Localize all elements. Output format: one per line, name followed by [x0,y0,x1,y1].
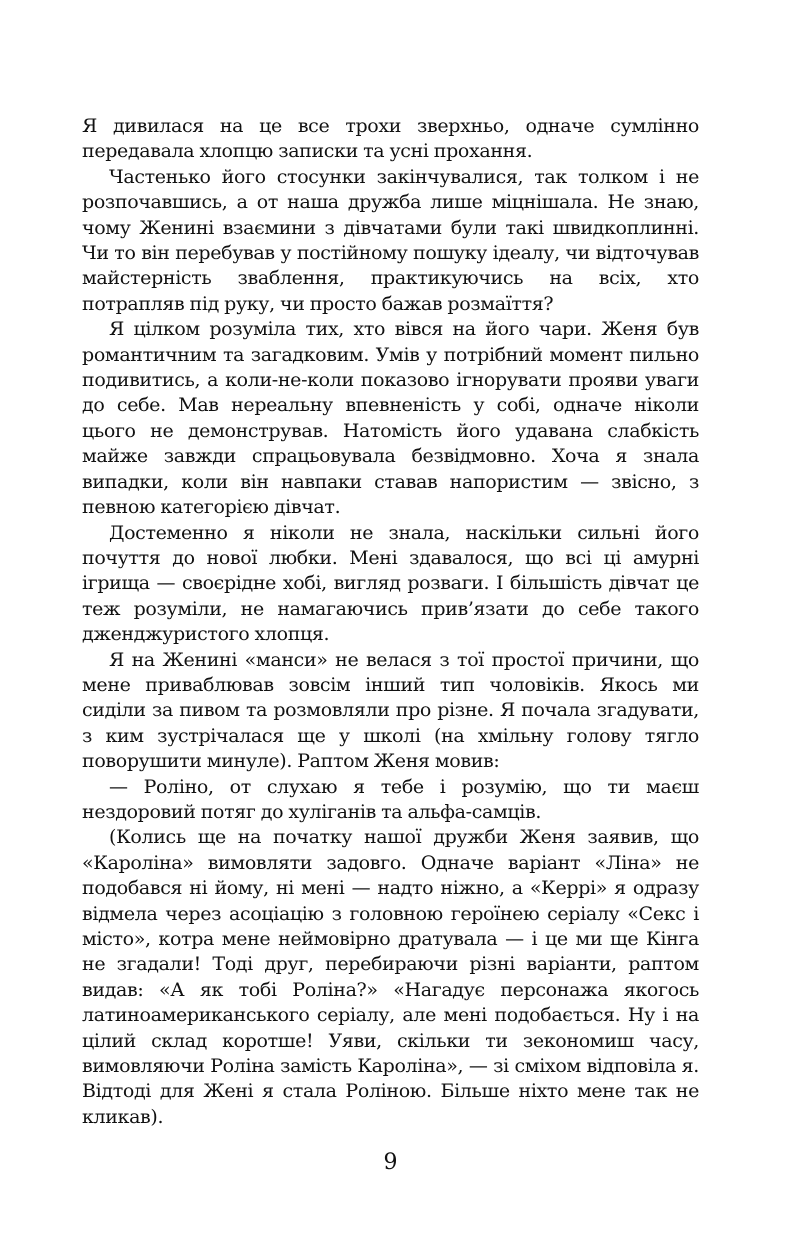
paragraph: (Колись ще на початку нашої дружби Женя заявив, що «Кароліна» вимовляти задовго. Одначе варіант «Ліна» не подобався ні йому, ні мені — надто ніжно, а «Керрі» я одразу відмела через асоціацію з головною героїнею серіалу «Секс і місто», котра мене неймовірно дратувала — і це ми ще Кінга не згадали! Тоді друг, перебираючи різні варіанти, раптом видав: «А як тобі Роліна?» «Нагадує персонажа якогось латиноамериканського серіалу, але мені подобається. Ну і на цілий склад коротше! Уяви, скільки ти зекономиш часу, вимовляючи Роліна замість Кароліна», — зі сміхом відповіла я. Відтоді для Жені я стала Роліною. Більше ніхто мене так не кликав). [82,826,699,1128]
paragraph-dialogue: — Роліно, от слухаю я тебе і розумію, що ти маєш нездоровий потяг до хуліганів та альфа-самців. [82,775,699,823]
page-text [82,114,699,1175]
page-number: 9 [383,1150,398,1176]
paragraph: Частенько його стосунки закінчувалися, так толком і не розпочавшись, а от наша дружба лише міцнішала. Не знаю, чому Женині взаємини з дівчатами були такі швидкоплинні. Чи то він перебував у постійному пошуку ідеалу, чи відточував майстерність зваблення, практикуючись на всіх, хто потрапляв під руку, чи просто бажав розмаїття? [82,165,699,315]
paragraph: Я на Женині «манси» не велася з тої простої причини, що мене приваблював зовсім інший тип чоловіків. Якось ми сиділи за пивом та розмовляли про різне. Я почала згадувати, з ким зустрічалася ще у школі (на хмільну голову тягло поворушити минуле). Раптом Женя мовив: [82,648,699,773]
paragraph: Достеменно я ніколи не знала, наскільки сильні його почуття до нової любки. Мені здавалося, що всі ці амурні ігрища — своєрідне хобі, вигляд розваги. І більшість дівчат це теж розуміли, не намагаючись прив’язати до себе такого дженджуристого хлопця. [82,521,699,646]
paragraph-continuation: Я дивилася на це все трохи зверхньо, одначе сумлінно передавала хлопцю записки та усні прохання. [82,115,699,163]
paragraph: Я цілком розуміла тих, хто вівся на його чари. Женя був романтичним та загадковим. Умів у потрібний момент пильно подивитись, а коли-не-коли показово ігнорувати прояви уваги до себе. Мав нереальну впевненість у собі, одначе ніколи цього не демонстрував. Натомість його удавана слабкість майже завжди спрацьовувала безвідмовно. Хоча я знала випадки, коли він навпаки ставав напористим — звісно, з певною категорією дівчат. [82,318,699,519]
